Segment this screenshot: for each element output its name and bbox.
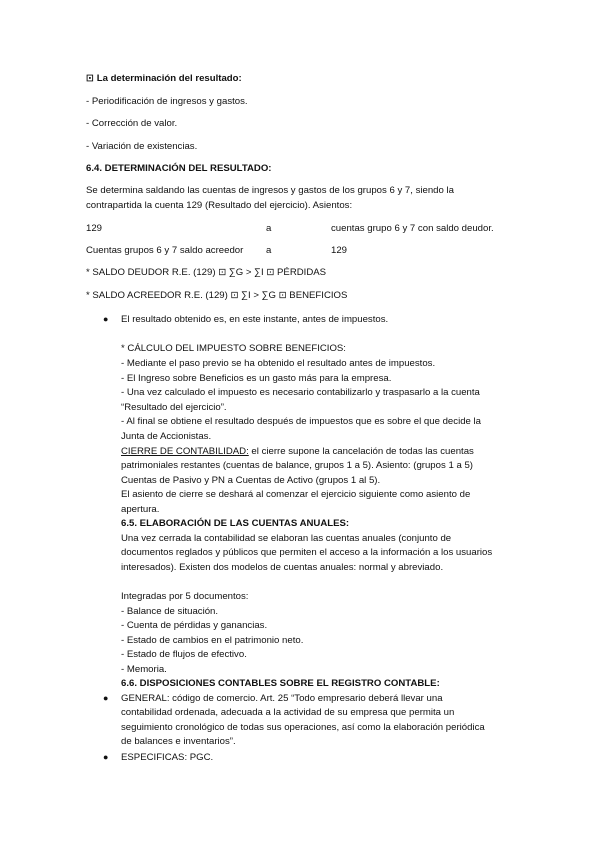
cierre-line: Cuentas de Pasivo y PN a Cuentas de Activo (grupos 1 al 5).	[121, 475, 381, 486]
impuesto-line: “Resultado del ejercicio”.	[121, 402, 227, 413]
intro-item: - Periodificación de ingresos y gastos.	[86, 96, 248, 107]
paragraph-line: Se determina saldando las cuentas de ingresos y gastos de los grupos 6 y 7, siendo la	[86, 185, 454, 196]
cierre-label: CIERRE DE CONTABILIDAD:	[121, 446, 249, 457]
doc-item: - Cuenta de pérdidas y ganancias.	[121, 620, 268, 631]
integradas-line: Integradas por 5 documentos:	[121, 591, 249, 602]
section-title: 6.6. DISPOSICIONES CONTABLES SOBRE EL REGISTRO CONTABLE:	[121, 678, 440, 689]
entry-credit: cuentas grupo 6 y 7 con saldo deudor.	[331, 223, 494, 234]
intro-item: - Corrección de valor.	[86, 118, 178, 129]
paragraph-line: contrapartida la cuenta 129 (Resultado del ejercicio). Asientos:	[86, 200, 353, 211]
impuesto-line: - El Ingreso sobre Beneficios es un gasto más para la empresa.	[121, 373, 392, 384]
bullet-dot-icon: ●	[103, 314, 109, 324]
impuesto-line: - Al final se obtiene el resultado después de impuestos que es sobre el que decide la	[121, 416, 481, 427]
paragraph-line: Una vez cerrada la contabilidad se elaboran las cuentas anuales (conjunto de	[121, 533, 452, 544]
entry-a: a	[266, 223, 272, 234]
intro-item: - Variación de existencias.	[86, 141, 198, 152]
entry-a: a	[266, 245, 272, 256]
paragraph-line: interesados). Existen dos modelos de cuentas anuales: normal y abreviado.	[121, 562, 444, 573]
especificas-line: ESPECIFICAS: PGC.	[121, 752, 214, 763]
doc-item: - Balance de situación.	[121, 606, 219, 617]
doc-item: - Estado de cambios en el patrimonio neto.	[121, 635, 304, 646]
entry-credit: 129	[331, 245, 348, 256]
bullet-dot-icon: ●	[103, 693, 109, 703]
cierre-line: patrimoniales restantes (cuentas de balance, grupos 1 a 5). Asiento: (grupos 1 a 5)	[121, 460, 473, 471]
section-title: 6.4. DETERMINACIÓN DEL RESULTADO:	[86, 163, 272, 174]
doc-item: - Memoria.	[121, 664, 167, 675]
cierre-text: el cierre supone la cancelación de todas las cuentas	[248, 446, 474, 457]
general-line: contabilidad ordenada, adecuada a la actividad de su empresa que permita un	[121, 707, 455, 718]
impuesto-line: Junta de Accionistas.	[121, 431, 212, 442]
cierre-line: El asiento de cierre se deshará al comenzar el ejercicio siguiente como asiento de	[121, 489, 471, 500]
saldo-deudor: * SALDO DEUDOR R.E. (129) ⊡ ∑G > ∑I ⊡ PÉRDIDAS	[86, 267, 327, 278]
impuesto-line: - Una vez calculado el impuesto es necesario contabilizarlo y traspasarlo a la cuenta	[121, 387, 480, 398]
impuesto-line: - Mediante el paso previo se ha obtenido el resultado antes de impuestos.	[121, 358, 436, 369]
doc-item: - Estado de flujos de efectivo.	[121, 649, 247, 660]
general-line: de balances e inventarios”.	[121, 736, 236, 747]
impuesto-line: * CÁLCULO DEL IMPUESTO SOBRE BENEFICIOS:	[121, 343, 346, 354]
bullet-text: El resultado obtenido es, en este instante, antes de impuestos.	[121, 314, 389, 325]
general-line: seguimiento cronológico de todas sus operaciones, así como la elaboración periódica	[121, 722, 485, 733]
paragraph-line: documentos reglados y públicos que permiten el acceso a la información a los usuarios	[121, 547, 493, 558]
entry-debit: 129	[86, 223, 103, 234]
cierre-line: apertura.	[121, 504, 160, 515]
section-title: 6.5. ELABORACIÓN DE LAS CUENTAS ANUALES:	[121, 518, 350, 529]
entry-debit: Cuentas grupos 6 y 7 saldo acreedor	[86, 245, 244, 256]
intro-heading: ⊡ La determinación del resultado:	[86, 73, 242, 84]
general-line: GENERAL: código de comercio. Art. 25 “Todo empresario deberá llevar una	[121, 693, 443, 704]
cierre-first-line	[121, 445, 474, 460]
bullet-dot-icon: ●	[103, 752, 109, 762]
saldo-acreedor: * SALDO ACREEDOR R.E. (129) ⊡ ∑I > ∑G ⊡ BENEFICIOS	[86, 290, 348, 301]
